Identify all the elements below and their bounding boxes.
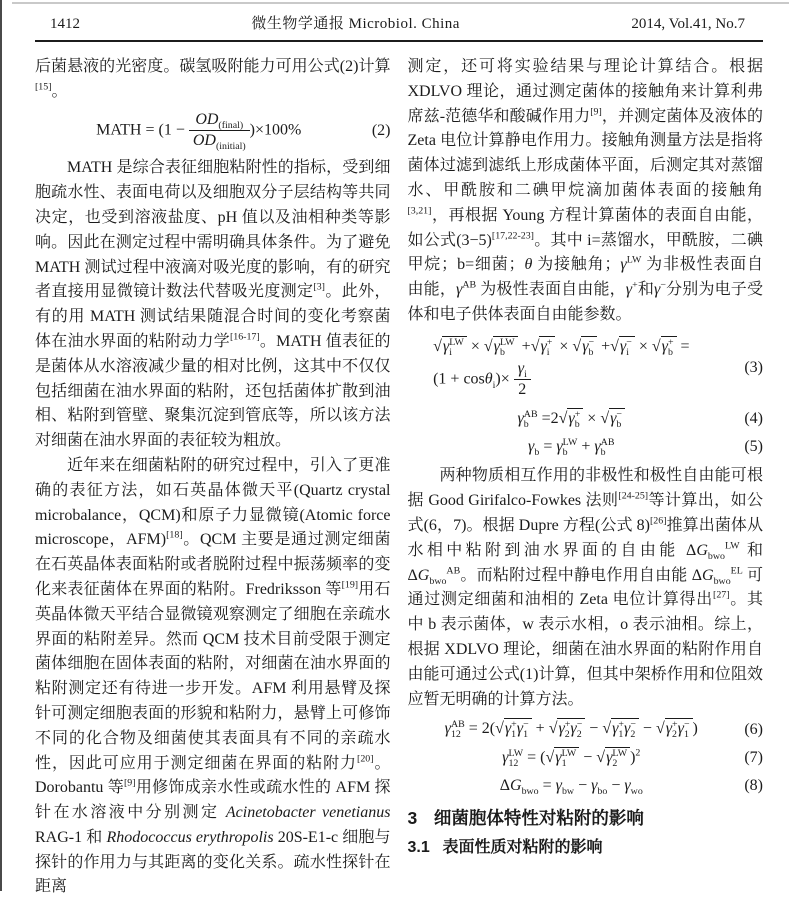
paragraph-continuation: 后菌悬液的光密度。碳氢吸附能力可用公式(2)计算[15]。: [35, 58, 391, 100]
section-heading-3-number: 3: [407, 808, 418, 829]
journal-title: 微生物学通报 Microbiol. China: [251, 16, 460, 32]
paragraph-qcm-afm: 近年来在细菌粘附的研究过程中，引入了更准确的表征方法，如石英晶体微天平(Quartz crystal microbalance，QCM)和原子力显微镜(Atomic force microscope，AFM)[18]。QCM 主要是通过测定细菌在石英晶体表面粘附或者脱附过程中振荡频率的变化来表征菌体在界面的粘附。Fredriksson 等[19]用石英晶体微天平结合显微镜观察测定了细胞在亲疏水界面的粘附差异。然而 QCM 技术目前受限于测定菌体细胞在固体表面的粘附，对细菌在油水界面的粘附测定还有待进一步开发。AFM 利用悬臂及探针可测定细胞表面的形貌和粘附力，悬臂上可修饰不同的化合物及细菌使其表面具有不同的亲疏水性，因此可应用于测定细菌在界面的粘附力[20]。Dorobantu 等[9]用修饰成亲水性或疏水性的 AFM 探针在水溶液中分别测定 Acinetobacter venetianus RAG-1 和 Rhodococcus erythropolis 20S-E1-c 细胞与探针的作用力与其距离的变化关系。疏水性探针在距离: [35, 456, 391, 896]
left-column: [35, 55, 391, 900]
equation-6: [408, 718, 764, 740]
issue-info: 2014, Vol.41, No.7: [631, 16, 745, 32]
equation-5-number: (5): [744, 438, 763, 456]
paragraph-xdlvo-contact-angle: 测定，还可将实验结果与理论计算结合。根据 XDLVO 理论，通过测定菌体的接触角来计算利弗席兹-范德华和酸碱作用力[9]，并测定菌体及液体的 Zeta 电位计算静电作用力。接触角测量方法是指将菌体过滤到滤纸上形成菌体平面，后测定其对蒸馏水、甲酰胺和二碘甲烷滴加菌体表面的接触角[3,21]，再根据 Young 方程计算菌体的表面自由能，如公式(3−5)[17,22-23]。其中 i=蒸馏水，甲酰胺，二碘甲烷；b=细菌；θ 为接触角；$\gamma^{LW}$ 为非极性表面自由能，$\gamma^{AB}$ 为极性表面自由能，γ+和γ−分别为电子受体和电子供体表面自由能参数。: [407, 58, 763, 323]
equation-3-body: √γ LW i × √γ LW b +√γ + i × √γ − b +√γ − i × √γ + b = (1 + cosθ$_i$)× $\frac{\gamma_i}{2}$: [433, 336, 690, 399]
page-number: 1412: [50, 16, 80, 32]
section-heading-3-1-text: 表面性质对粘附的影响: [442, 838, 603, 856]
section-heading-3: [408, 806, 764, 831]
equation-8-number: (8): [744, 776, 763, 794]
equation-6-body: γ AB 12 = 2(√γ + 1 γ − 1 + √γ + 2 γ − 2 − √γ + 1 γ − 2 − √γ + 2 γ − 1 ): [444, 719, 698, 741]
equation-7-number: (7): [744, 748, 763, 766]
equation-2-body: MATH = (1 − $\frac{OD_{(final)}}{OD_{(initial)}}$ )×100%: [96, 110, 302, 153]
section-heading-3-text: 细菌胞体特性对粘附的影响: [433, 808, 644, 829]
equation-2-number: (2): [371, 121, 391, 139]
equation-4: [408, 408, 764, 430]
paragraph-math-indicator: MATH 是综合表征细胞粘附性的指标，受到细胞疏水性、表面电荷以及细胞双分子层结构等共同决定，也受到溶液盐度、pH 值以及油相种类等影响。因此在测定过程中需明确具体条件。为了避免 MATH 测试过程中液滴对吸光度的影响，有的研究者直接用显微镜计数法代替吸光度测定[3]。此外，有的用 MATH 测试结果随混合时间的变化考察菌体在油水界面的粘附动力学[16-17]。MATH 值表征的是菌体从水溶液减少量的相对比例，这其中不仅仅包括细菌在油水界面的粘附，还包括菌体扩散到油相、粘附到管壁、聚集沉淀到管底等，所以该方法对细菌在油水界面的表征较为粗放。: [35, 159, 391, 450]
equation-4-body: γ AB b =2√γ + b × √γ − b: [408, 408, 736, 430]
equation-7-body: γ LW 12 = (√γ LW 1 − √γ LW 2 )$^2$: [502, 747, 641, 769]
scan-edge-left: [0, 0, 2, 891]
equation-5-body: $\gamma_b = \gamma$ LW b + γ AB b: [528, 437, 615, 459]
header-rule: [35, 40, 763, 42]
scan-edge-top: [12, 2, 789, 4]
equation-3: [408, 334, 764, 402]
equation-4-number: (4): [744, 410, 763, 428]
two-column-body: [0, 55, 794, 900]
equation-3-number: (3): [744, 358, 763, 376]
section-heading-3-1: [408, 837, 764, 859]
section-heading-3-1-number: 3.1: [407, 838, 430, 856]
right-column: [408, 55, 764, 900]
equation-5: [408, 436, 764, 458]
equation-2: [35, 111, 391, 151]
page-header: [0, 11, 794, 35]
equation-8-body: $\Delta G_{bwo} = \gamma_{bw} - \gamma_{bo} - \gamma_{wo}$: [499, 776, 643, 798]
equation-6-number: (6): [744, 720, 763, 738]
equation-8: [408, 775, 764, 797]
equation-7: [408, 747, 764, 769]
paragraph-free-energy: 两种物质相互作用的非极性和极性自由能可根据 Good Girifalco-Fowkes 法则[24-25]等计算出，如公式(6，7)。根据 Dupre 方程(公式 8)[26]推算出菌体从水相中粘附到油水界面的自由能 $\Delta G_{bwo}^{LW}$ 和 $\Delta G_{bwo}^{AB}$。而粘附过程中静电作用自由能 $\Delta G_{bwo}^{EL}$ 可通过测定细菌和油相的 Zeta 电位计算得出[27]。其中 b 表示菌体，w 表示水相，o 表示油相。综上，根据 XDLVO 理论，细菌在油水界面的粘附作用自由能可通过公式(1)计算，但其中架桥作用和位阻效应暂无明确的计算方法。: [407, 467, 763, 708]
